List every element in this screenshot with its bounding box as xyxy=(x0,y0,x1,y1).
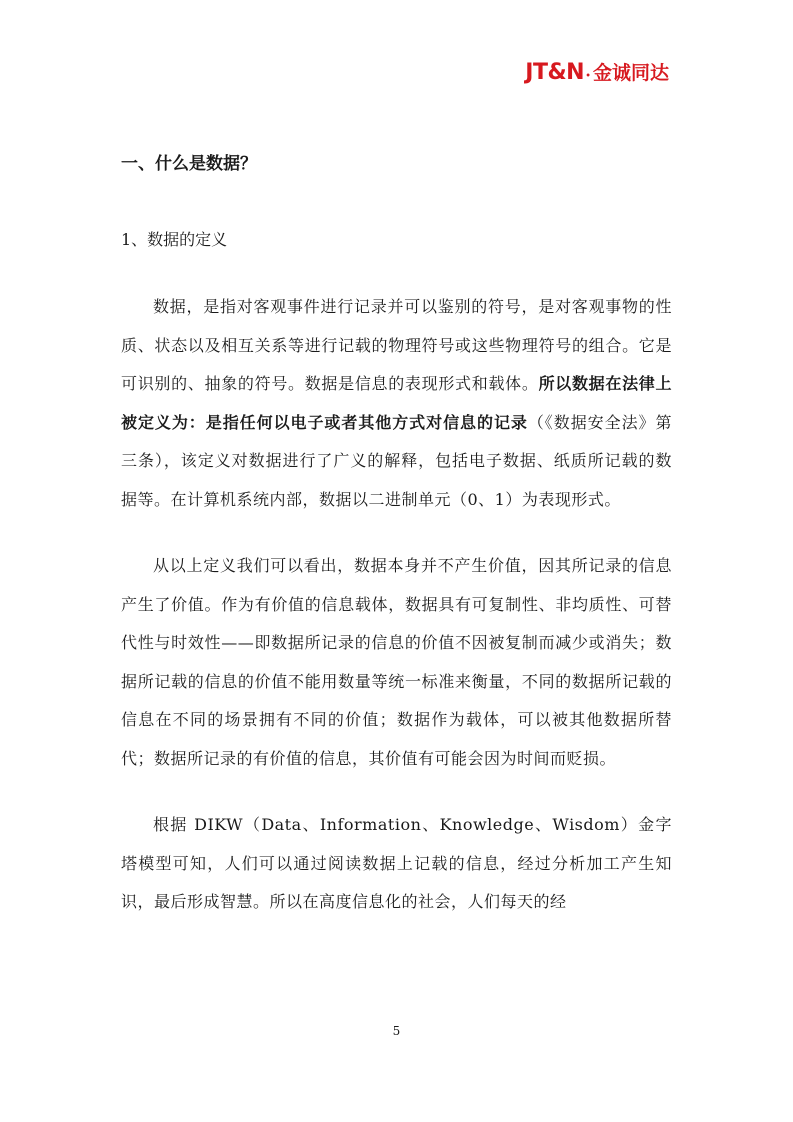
section-subtitle: 1、数据的定义 xyxy=(121,230,228,249)
paragraph-value: 从以上定义我们可以看出，数据本身并不产生价值，因其所记录的信息产生了价值。作为有价值的信息载体，数据具有可复制性、非均质性、可替代性与时效性——即数据所记录的信息的价值不因被复制而减少或消失；数据所记载的信息的价值不能用数量等统一标准来衡量，不同的数据所记载的信息在不同的场景拥有不同的价值；数据作为载体，可以被其他数据所替代；数据所记录的有价值的信息，其价值有可能会因为时间而贬损。 xyxy=(121,556,672,768)
legal-definition-bold: 所以数据在法律上被定义为：是指任何以电子或者其他方式对信息的记录 xyxy=(121,374,672,432)
logo-latin-text: JT&N xyxy=(525,60,585,85)
paragraph-definition xyxy=(121,288,672,519)
logo-dot-icon: • xyxy=(585,71,591,82)
document-body xyxy=(121,150,672,922)
paragraph-dikw: 根据 DIKW（Data、Information、Knowledge、Wisdom）金字塔模型可知，人们可以通过阅读数据上记载的信息，经过分析加工产生知识，最后形成智慧。所以在高度信息化的社会，人们每天的经 xyxy=(121,815,672,911)
paragraph-definition-tail: （《数据安全法》第三条），该定义对数据进行了广义的解释，包括电子数据、纸质所记载的数据等。在计算机系统内部，数据以二进制单元（0、1）为表现形式。 xyxy=(121,412,672,509)
brand-logo xyxy=(525,58,669,85)
page-number: 5 xyxy=(392,1024,401,1038)
logo-chinese-text: 金诚同达 xyxy=(592,62,669,84)
section-title: 一、什么是数据？ xyxy=(121,154,257,174)
paragraph-definition-text: 数据，是指对客观事件进行记录并可以鉴别的符号，是对客观事物的性质、状态以及相互关系等进行记载的物理符号或这些物理符号的组合。它是可识别的、抽象的符号。数据是信息的表现形式和载体。 xyxy=(121,297,672,393)
